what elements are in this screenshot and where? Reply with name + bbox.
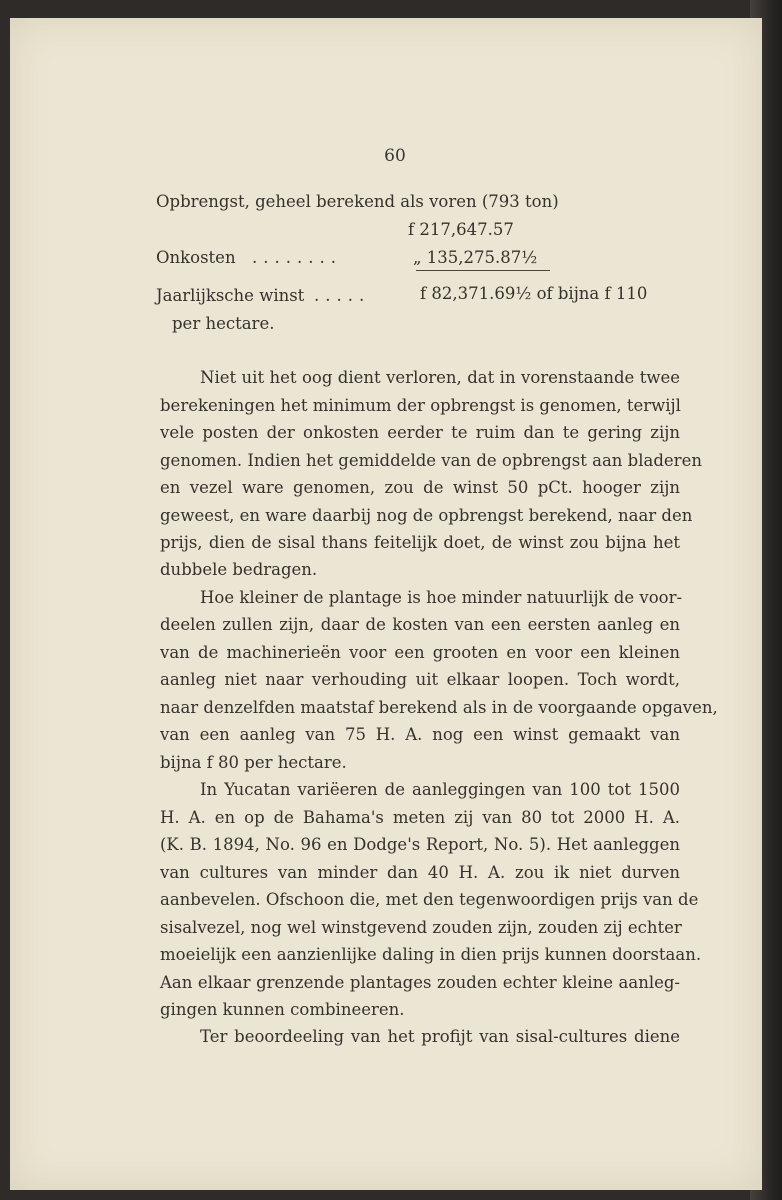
profit-dots: ..... xyxy=(314,286,371,305)
text-line: berekeningen het minimum der opbrengst is genomen, terwijl xyxy=(160,396,681,415)
text-line: prijs, dien de sisal thans feitelijk doet, de winst zou bijna het xyxy=(160,533,680,552)
text-line: van de machinerieën voor een grooten en voor een kleinen xyxy=(160,643,680,662)
text-line: gingen kunnen combineeren. xyxy=(160,1000,405,1019)
text-line: aanleg niet naar verhouding uit elkaar loopen. Toch wordt, xyxy=(160,670,680,689)
yield-line: Opbrengst, geheel berekend als voren (793 ton) xyxy=(156,192,559,211)
costs-value: „ 135,275.87½ xyxy=(413,248,538,267)
text-line: geweest, en ware daarbij nog de opbrengst berekend, naar den xyxy=(160,506,693,525)
text-line: en vezel ware genomen, zou de winst 50 pCt. hooger zijn xyxy=(160,478,680,497)
text-line: Ter beoordeeling van het profijt van sisal-cultures diene xyxy=(200,1027,680,1046)
text-line: bijna f 80 per hectare. xyxy=(160,753,347,772)
book-page xyxy=(10,18,762,1190)
profit-label: Jaarlijksche winst xyxy=(156,286,305,305)
sum-rule xyxy=(416,270,550,271)
text-line: vele posten der onkosten eerder te ruim dan te gering zijn xyxy=(160,423,680,442)
text-line: moeielijk een aanzienlijke daling in dien prijs kunnen doorstaan. xyxy=(160,945,702,964)
text-line: dubbele bedragen. xyxy=(160,560,318,579)
text-line: H. A. en op de Bahama's meten zij van 80 tot 2000 H. A. xyxy=(160,808,680,827)
profit-value: f 82,371.69½ of bijna f 110 xyxy=(420,284,648,303)
page-number: 60 xyxy=(384,146,406,166)
text-line: aanbevelen. Ofschoon die, met den tegenwoordigen prijs van de xyxy=(160,890,699,909)
text-line: sisalvezel, nog wel winstgevend zouden zijn, zouden zij echter xyxy=(160,918,682,937)
text-line: In Yucatan variëeren de aanleggingen van 100 tot 1500 xyxy=(200,780,680,799)
costs-label: Onkosten xyxy=(156,248,236,267)
costs-dots: ........ xyxy=(252,248,342,267)
text-line: genomen. Indien het gemiddelde van de opbrengst aan bladeren xyxy=(160,451,702,470)
yield-value: f 217,647.57 xyxy=(408,220,514,239)
text-line: deelen zullen zijn, daar de kosten van een eersten aanleg en xyxy=(160,615,680,634)
text-line: Aan elkaar grenzende plantages zouden echter kleine aanleg- xyxy=(160,973,680,992)
profit-unit: per hectare. xyxy=(172,314,275,333)
text-line: (K. B. 1894, No. 96 en Dodge's Report, No. 5). Het aanleggen xyxy=(160,835,680,854)
text-line: van cultures van minder dan 40 H. A. zou ik niet durven xyxy=(160,863,680,882)
text-line: naar denzelfden maatstaf berekend als in de voorgaande opgaven, xyxy=(160,698,718,717)
text-line: van een aanleg van 75 H. A. nog een winst gemaakt van xyxy=(160,725,680,744)
text-line: Hoe kleiner de plantage is hoe minder natuurlijk de voor- xyxy=(200,588,683,607)
text-line: Niet uit het oog dient verloren, dat in vorenstaande twee xyxy=(200,368,680,387)
